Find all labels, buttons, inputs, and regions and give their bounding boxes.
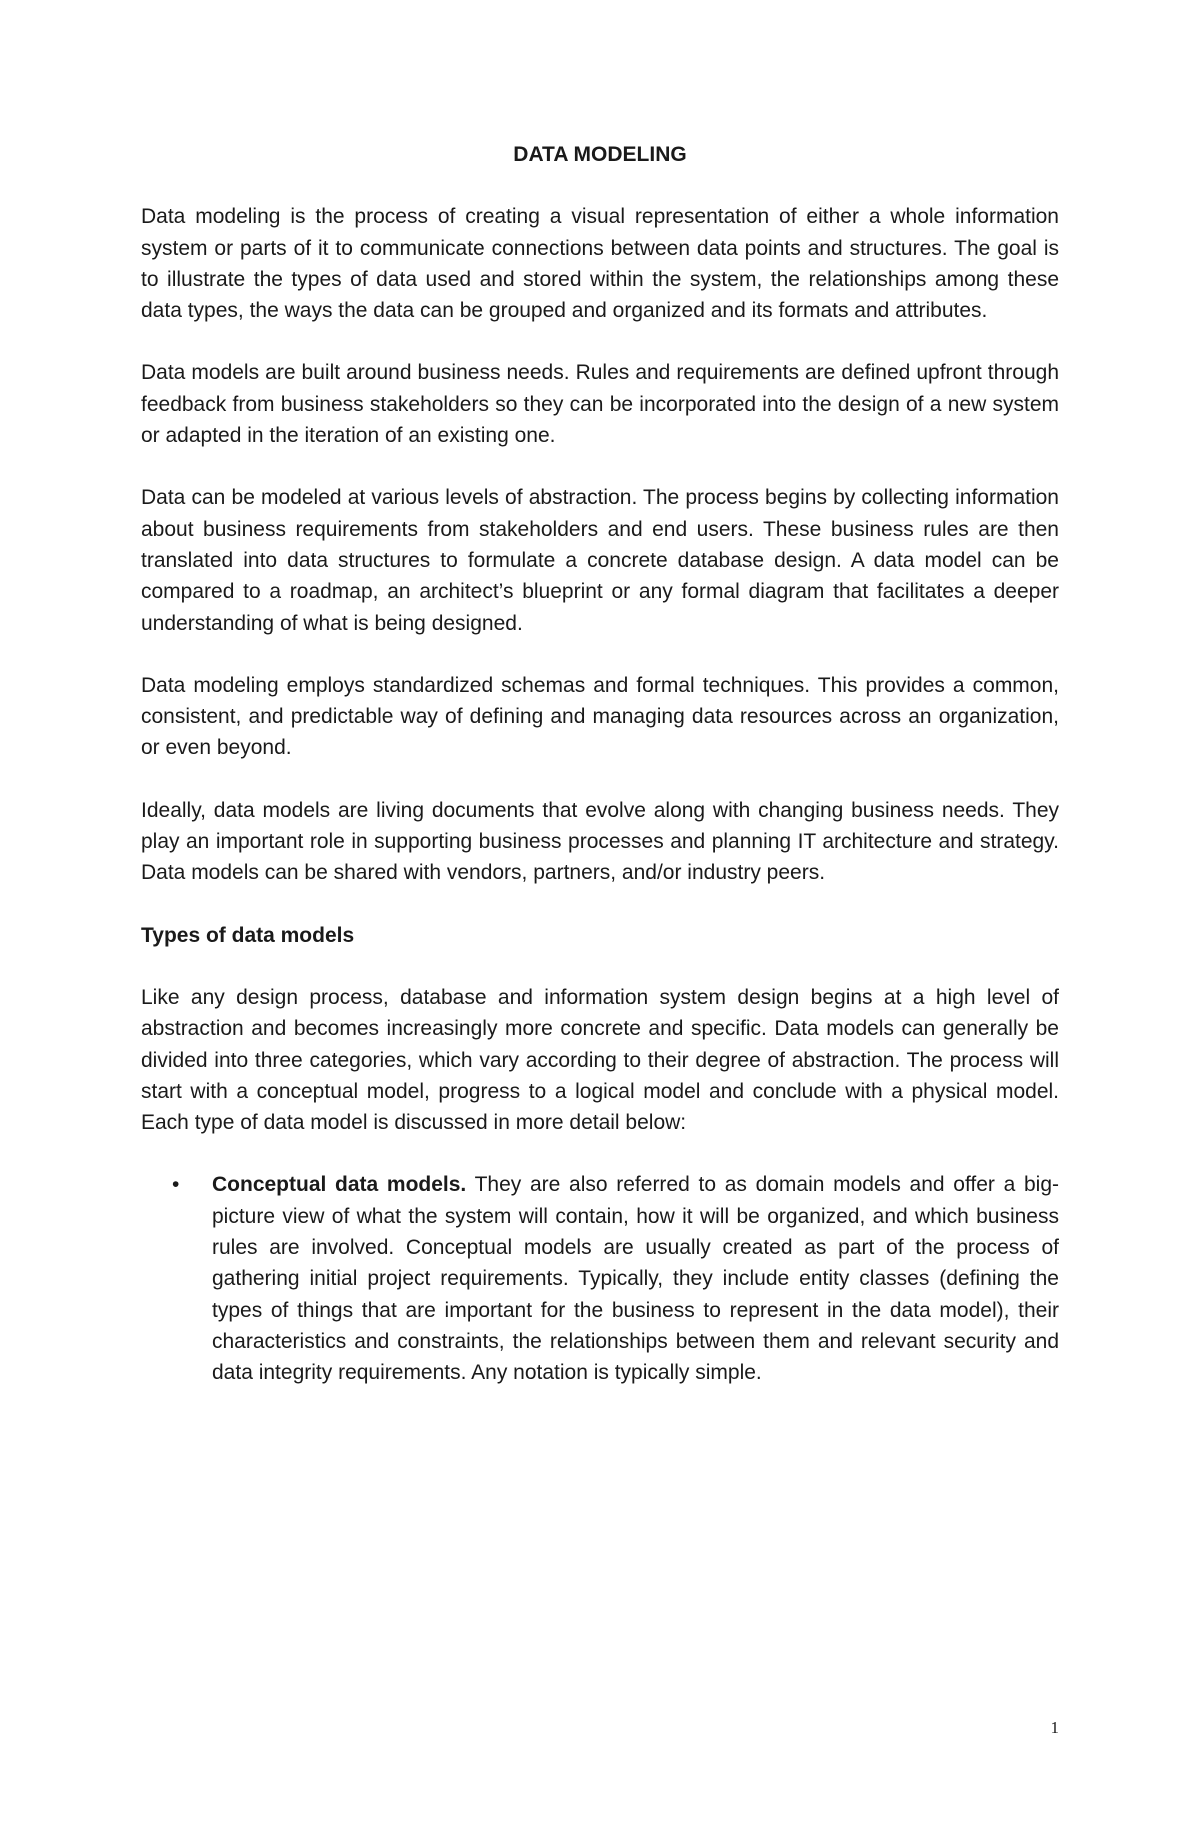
paragraph-abstraction: Data can be modeled at various levels of abstraction. The process begins by collecting information about business requirements from stakeholders and end users. These business rules are then translated into data structures to formulate a concrete database design. A data model can be compared to a roadmap, an architect’s blueprint or any formal diagram that facilitates a deeper understanding of what is being designed. (141, 486, 1059, 635)
document-title: DATA MODELING (513, 143, 687, 166)
bullet-icon: • (172, 1173, 180, 1197)
paragraph-living-documents: Ideally, data models are living documents that evolve along with changing business needs. They play an important role in supporting business processes and planning IT architecture and strategy. Data models can be shared with vendors, partners, and/or industry peers. (141, 798, 1059, 885)
paragraph-business-needs: Data models are built around business needs. Rules and requirements are defined upfront through feedback from business stakeholders so they can be incorporated into the design of a new system or adapted in the iteration of an existing one. (141, 361, 1059, 448)
paragraph-types-intro: Like any design process, database and information system design begins at a high level of abstraction and becomes increasingly more concrete and specific. Data models can generally be divided into three categories, which vary according to their degree of abstraction. The process will start with a conceptual model, progress to a logical model and conclude with a physical model. Each type of data model is discussed in more detail below: (141, 985, 1059, 1135)
list-item-conceptual (141, 1169, 1059, 1388)
paragraph-definition: Data modeling is the process of creating a visual representation of either a whole information system or parts of it to communicate connections between data points and structures. The goal is to illustrate the types of data used and stored within the system, the relationships among these data types, the ways the data can be grouped and organized and its formats and attributes. (141, 205, 1059, 323)
bullet-bold-lead: Conceptual data models. (212, 1173, 467, 1197)
bullet-list (141, 1169, 1059, 1388)
section-heading: Types of data models (141, 923, 355, 947)
page-number: 1 (1050, 1718, 1059, 1737)
document-body (141, 139, 1059, 1389)
paragraph-standardized-schemas: Data modeling employs standardized schemas and formal techniques. This provides a common, consistent, and predictable way of defining and managing data resources across an organization, or even beyond. (141, 673, 1059, 760)
bullet-body-text: They are also referred to as domain models and offer a big-picture view of what the system will contain, how it will be organized, and which business rules are involved. Conceptual models are usually created as part of the process of gathering initial project requirements. Typically, they include entity classes (defining the types of things that are important for the business to represent in the data model), their characteristics and constraints, the relationships between them and relevant security and data integrity requirements. Any notation is typically simple. (212, 1173, 1060, 1385)
